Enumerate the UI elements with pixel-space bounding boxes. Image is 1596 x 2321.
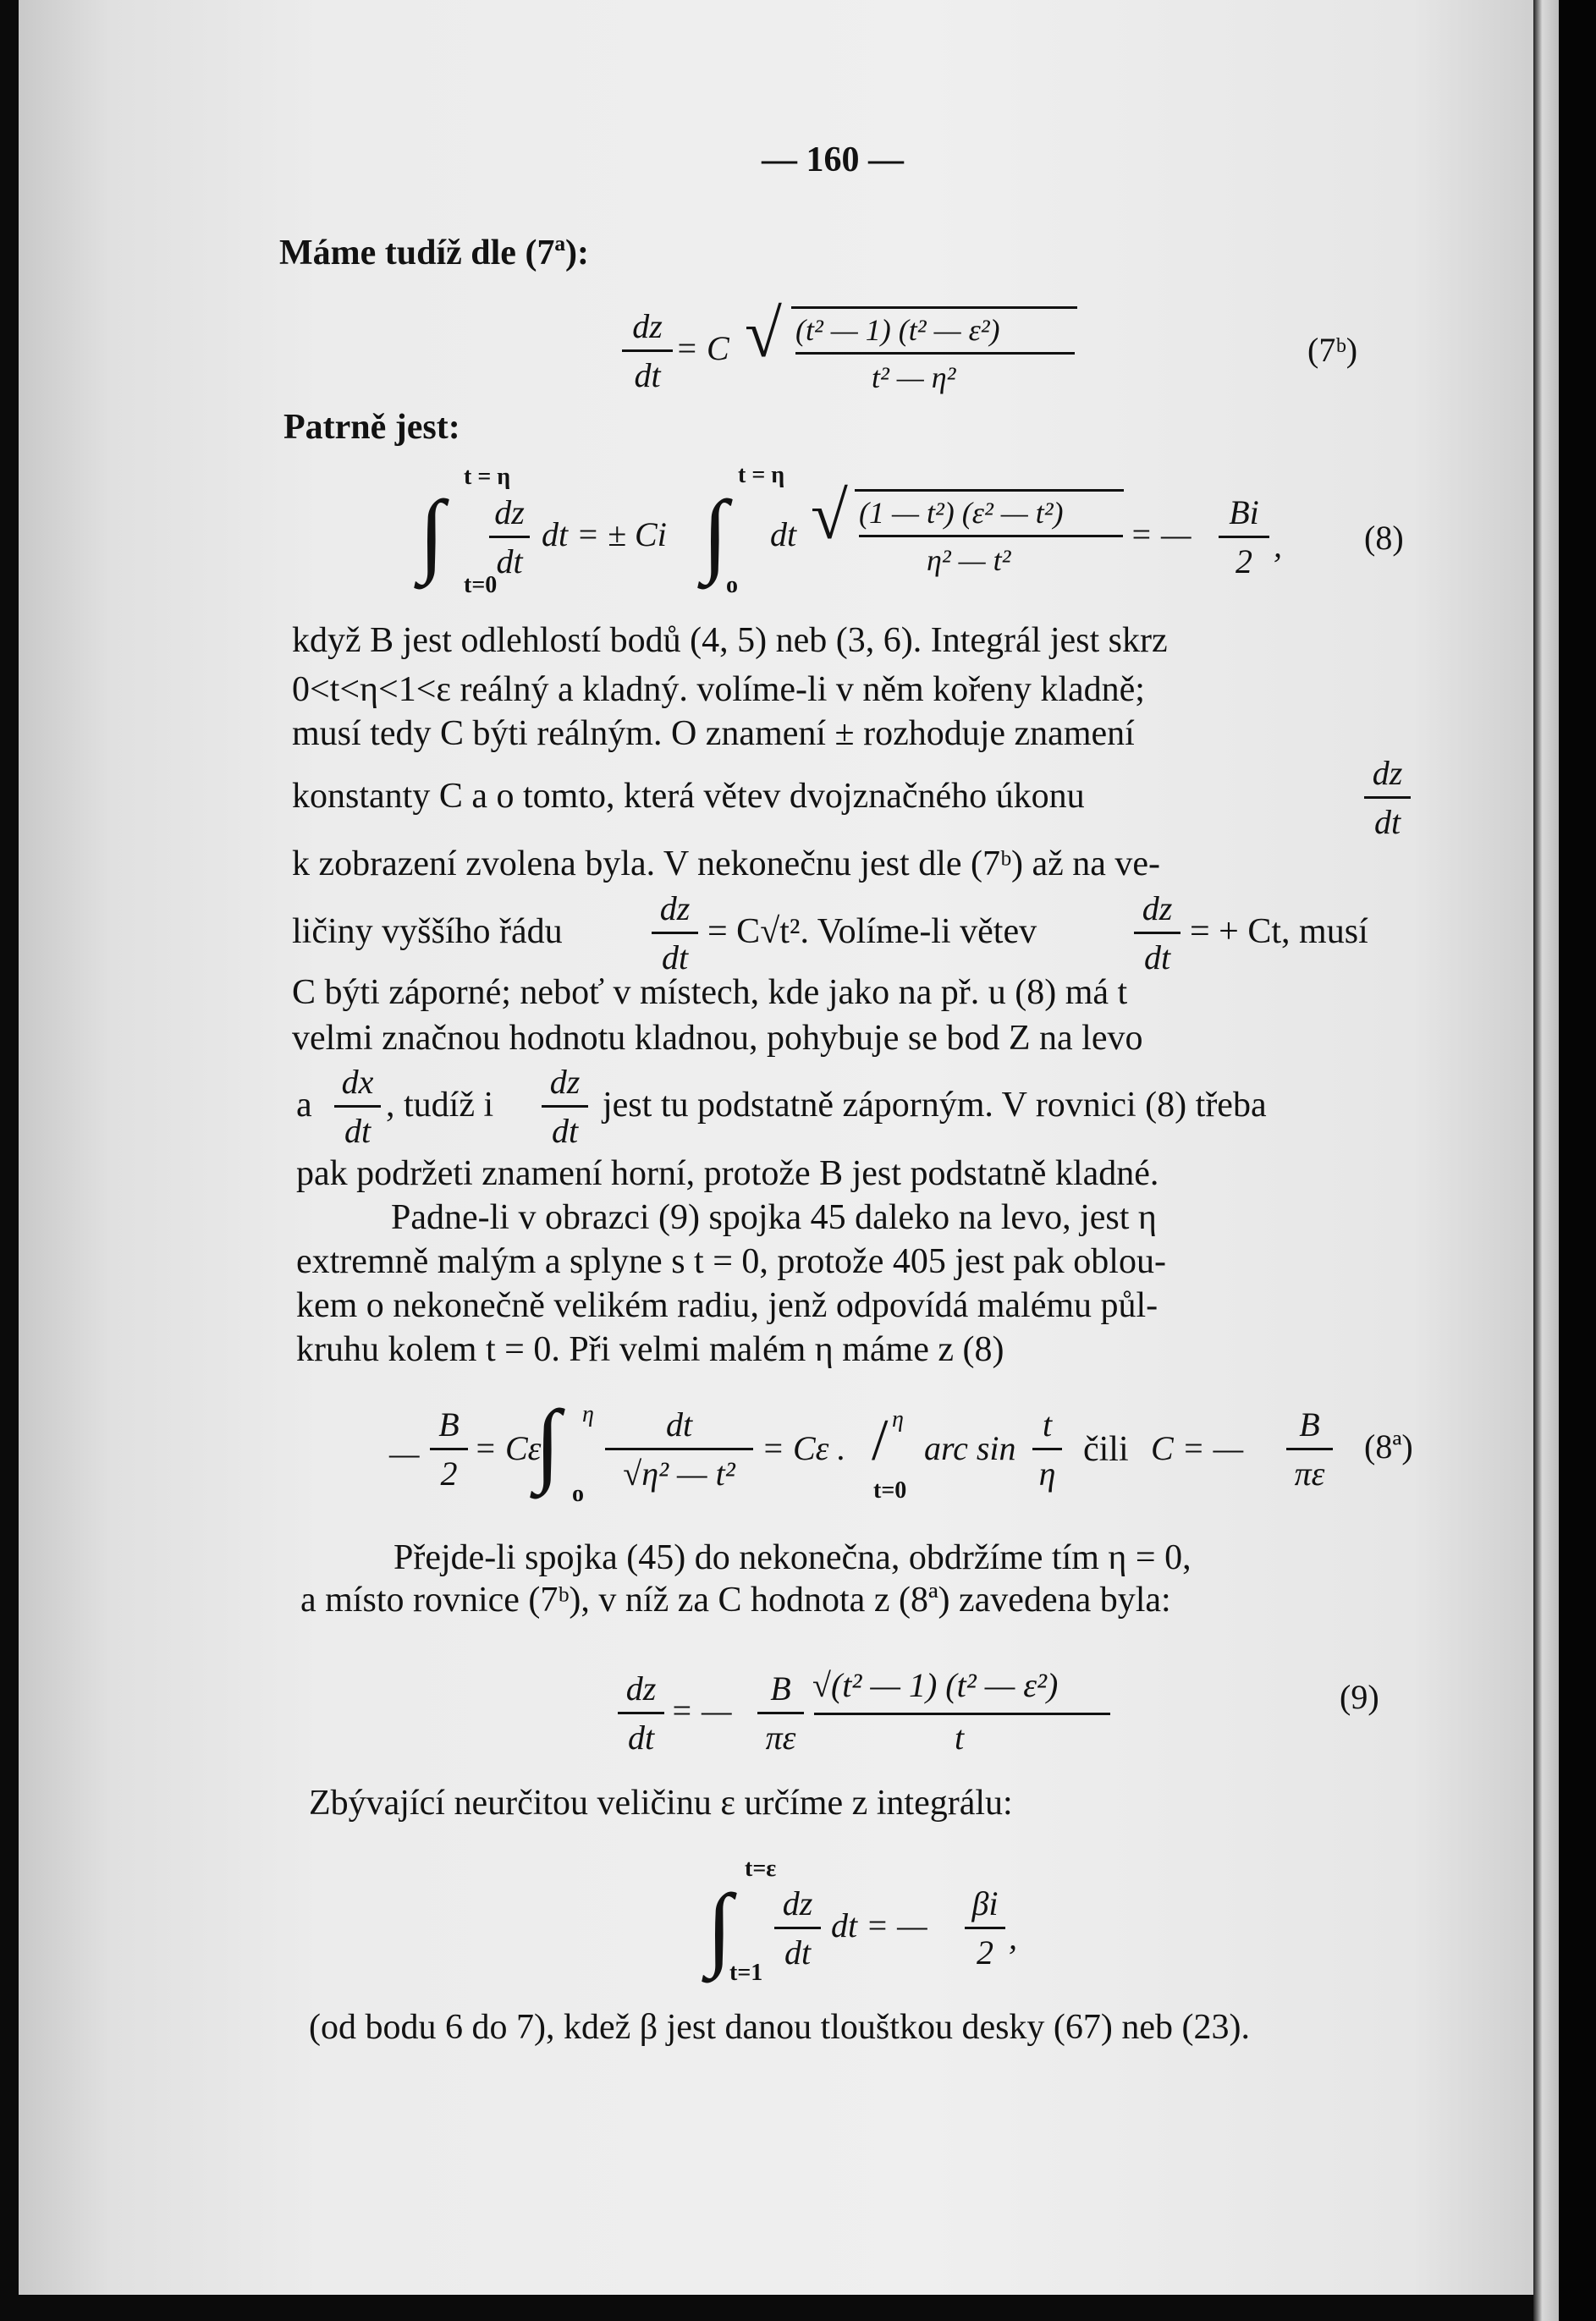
text-line: kem o nekonečně velikém radiu, jenž odpovídá malému půl- bbox=[296, 1286, 1158, 1325]
denominator: dt bbox=[634, 356, 661, 394]
text-line: a bbox=[296, 1086, 312, 1125]
text-line: pak podržeti znamení horní, protože B jest podstatně kladné. bbox=[296, 1154, 1159, 1193]
numerator: dz bbox=[494, 493, 525, 531]
integral-lower-limit: o bbox=[572, 1481, 584, 1507]
fraction bbox=[774, 1884, 821, 1972]
scan-border bbox=[1559, 0, 1596, 2321]
equation-number: (8ª) bbox=[1364, 1427, 1413, 1466]
numerator: dz bbox=[549, 1063, 581, 1101]
fraction bbox=[652, 888, 698, 977]
fraction bbox=[757, 1669, 804, 1757]
fraction bbox=[618, 1669, 664, 1757]
text-line: , tudíž i bbox=[386, 1086, 494, 1125]
radical-sign: √ bbox=[811, 479, 848, 553]
equation-number: (8) bbox=[1364, 519, 1404, 557]
denominator: dt bbox=[496, 542, 523, 580]
fraction-bar bbox=[814, 1713, 1110, 1715]
integral-lower-limit: t=0 bbox=[464, 572, 498, 598]
numerator: dz bbox=[1372, 754, 1403, 792]
denominator: dt bbox=[661, 938, 689, 976]
equals-ceps: = Cε bbox=[474, 1429, 542, 1467]
text-line: kruhu kolem t = 0. Při velmi malém η máme z (8) bbox=[296, 1330, 1004, 1369]
denominator: η bbox=[1038, 1455, 1056, 1493]
text-line: (od bodu 6 do 7), kdež β jest danou tlouštkou desky (67) neb (23). bbox=[309, 2008, 1251, 2047]
integral-upper-limit: t = η bbox=[464, 464, 511, 490]
radicand-fraction-bar bbox=[795, 352, 1075, 355]
radical-bar bbox=[791, 306, 1077, 309]
integral-upper-limit: t=ε bbox=[745, 1856, 777, 1882]
denominator: dt bbox=[1373, 803, 1401, 841]
text-line: = + Ct, musí bbox=[1190, 912, 1368, 951]
numerator: B bbox=[438, 1405, 460, 1444]
text-line: když B jest odlehlostí bodů (4, 5) neb (3, 6). Integrál jest skrz bbox=[292, 621, 1168, 660]
numerator: dz bbox=[1142, 889, 1173, 927]
denominator: πε bbox=[1294, 1455, 1325, 1493]
numerator: t bbox=[1042, 1405, 1053, 1444]
denominator: dt bbox=[344, 1112, 371, 1150]
numerator: dz bbox=[625, 1669, 657, 1708]
radicand-denominator: η² — t² bbox=[927, 543, 1011, 577]
denominator: √η² — t² bbox=[623, 1455, 735, 1493]
numerator: dz bbox=[782, 1884, 813, 1922]
text-line: ličiny vyššího řádu bbox=[292, 912, 563, 951]
fraction bbox=[334, 1062, 381, 1151]
radicand-denominator: t² — η² bbox=[872, 360, 956, 394]
radical-bar bbox=[855, 489, 1124, 492]
radical-sign: √ bbox=[745, 297, 782, 371]
text-line: a místo rovnice (7ᵇ), v níž za C hodnota z (8ª) zavedena byla: bbox=[300, 1581, 1171, 1620]
fraction bbox=[1286, 1405, 1333, 1493]
equals-ceps: = Cε . bbox=[762, 1429, 846, 1467]
text-line: Zbývající neurčitou veličinu ε určíme z integrálu: bbox=[309, 1784, 1013, 1823]
differential: dt bbox=[770, 515, 797, 553]
numerator: βi bbox=[971, 1884, 999, 1922]
numerator: dz bbox=[659, 889, 691, 927]
text-line: = C√t². Volíme-li větev bbox=[707, 912, 1037, 951]
page-edge bbox=[1533, 0, 1559, 2321]
text-line: Máme tudíž dle (7ª): bbox=[279, 234, 590, 272]
text-line: konstanty C a o tomto, která větev dvojznačného úkonu bbox=[292, 777, 1085, 816]
integral-sign: ∫ bbox=[535, 1391, 561, 1494]
text-line: Padne-li v obrazci (9) spojka 45 daleko na levo, jest η bbox=[391, 1198, 1157, 1237]
denominator: dt bbox=[784, 1933, 812, 1972]
comma: , bbox=[1009, 1918, 1017, 1956]
denominator: dt bbox=[627, 1719, 655, 1757]
numerator: Bi bbox=[1229, 493, 1259, 531]
equation-number: (9) bbox=[1340, 1678, 1379, 1716]
text-line: jest tu podstatně záporným. V rovnici (8) třeba bbox=[603, 1086, 1267, 1125]
expression: dt = ± Ci bbox=[542, 515, 667, 553]
radical: √(t² — 1) (t² — ε²) bbox=[812, 1666, 1059, 1704]
denominator: πε bbox=[765, 1719, 796, 1757]
c-equals: C = — bbox=[1151, 1429, 1244, 1467]
fraction bbox=[489, 492, 530, 581]
text-line: Přejde-li spojka (45) do nekonečna, obdržíme tím η = 0, bbox=[393, 1538, 1191, 1577]
integral-upper-limit: t = η bbox=[738, 462, 785, 488]
fraction bbox=[965, 1884, 1005, 1972]
radicand-fraction-bar bbox=[859, 535, 1123, 537]
fraction bbox=[1364, 753, 1411, 842]
text-line: extremně malým a splyne s t = 0, protože 405 jest pak oblou- bbox=[296, 1242, 1166, 1281]
numerator: dz bbox=[632, 307, 663, 345]
denominator: dt bbox=[1143, 938, 1171, 976]
numerator: dx bbox=[341, 1063, 374, 1101]
radicand-numerator: (t² — 1) (t² — ε²) bbox=[795, 313, 1000, 347]
text-line: velmi značnou hodnotu kladnou, pohybuje se bod Z na levo bbox=[292, 1019, 1143, 1058]
equals-minus: = — bbox=[670, 1691, 732, 1730]
fraction bbox=[1134, 888, 1180, 977]
fraction bbox=[605, 1405, 753, 1493]
fraction bbox=[430, 1405, 468, 1493]
arcsin: arc sin bbox=[924, 1429, 1016, 1467]
equals-c: = C bbox=[675, 329, 729, 367]
fraction bbox=[622, 306, 673, 395]
numerator: B bbox=[1299, 1405, 1320, 1444]
integral-sign: ∫ bbox=[707, 1875, 733, 1978]
text-line: Patrně jest: bbox=[283, 408, 460, 447]
denominator: 2 bbox=[1236, 542, 1252, 580]
evaluation-bar: / bbox=[872, 1408, 889, 1473]
integral-lower-limit: t=1 bbox=[729, 1960, 763, 1986]
radicand-numerator: (1 — t²) (ε² — t²) bbox=[859, 496, 1064, 530]
fraction bbox=[542, 1062, 588, 1151]
equals-minus: = — bbox=[1130, 515, 1191, 553]
numerator: B bbox=[770, 1669, 791, 1708]
text-line: k zobrazení zvolena byla. V nekonečnu jest dle (7ᵇ) až na ve- bbox=[292, 844, 1161, 883]
evaluation-upper: η bbox=[892, 1406, 904, 1433]
text-line: 0<t<η<1<ε reálný a kladný. volíme-li v něm kořeny kladně; bbox=[292, 670, 1145, 709]
integral-upper-limit: η bbox=[582, 1401, 594, 1427]
integral-sign: ∫ bbox=[419, 481, 445, 585]
integral-lower-limit: o bbox=[726, 572, 738, 598]
integral-sign: ∫ bbox=[702, 481, 729, 585]
denominator: dt bbox=[551, 1112, 579, 1150]
fraction bbox=[1032, 1405, 1062, 1493]
text-line: C býti záporné; neboť v místech, kde jako na př. u (8) má t bbox=[292, 973, 1128, 1012]
cili-word: čili bbox=[1083, 1430, 1129, 1469]
evaluation-lower: t=0 bbox=[873, 1477, 907, 1504]
numerator: dt bbox=[665, 1405, 693, 1444]
equation-number: (7ᵇ) bbox=[1307, 331, 1358, 369]
minus-sign: — bbox=[389, 1434, 420, 1472]
comma: , bbox=[1274, 526, 1282, 564]
text-line: musí tedy C býti reálným. O znamení ± rozhoduje znamení bbox=[292, 714, 1135, 753]
denominator: 2 bbox=[977, 1933, 993, 1972]
expression: dt = — bbox=[831, 1906, 927, 1944]
denominator: 2 bbox=[440, 1455, 458, 1493]
fraction bbox=[1219, 492, 1269, 581]
page-number: — 160 — bbox=[762, 140, 904, 179]
denominator: t bbox=[955, 1719, 965, 1757]
